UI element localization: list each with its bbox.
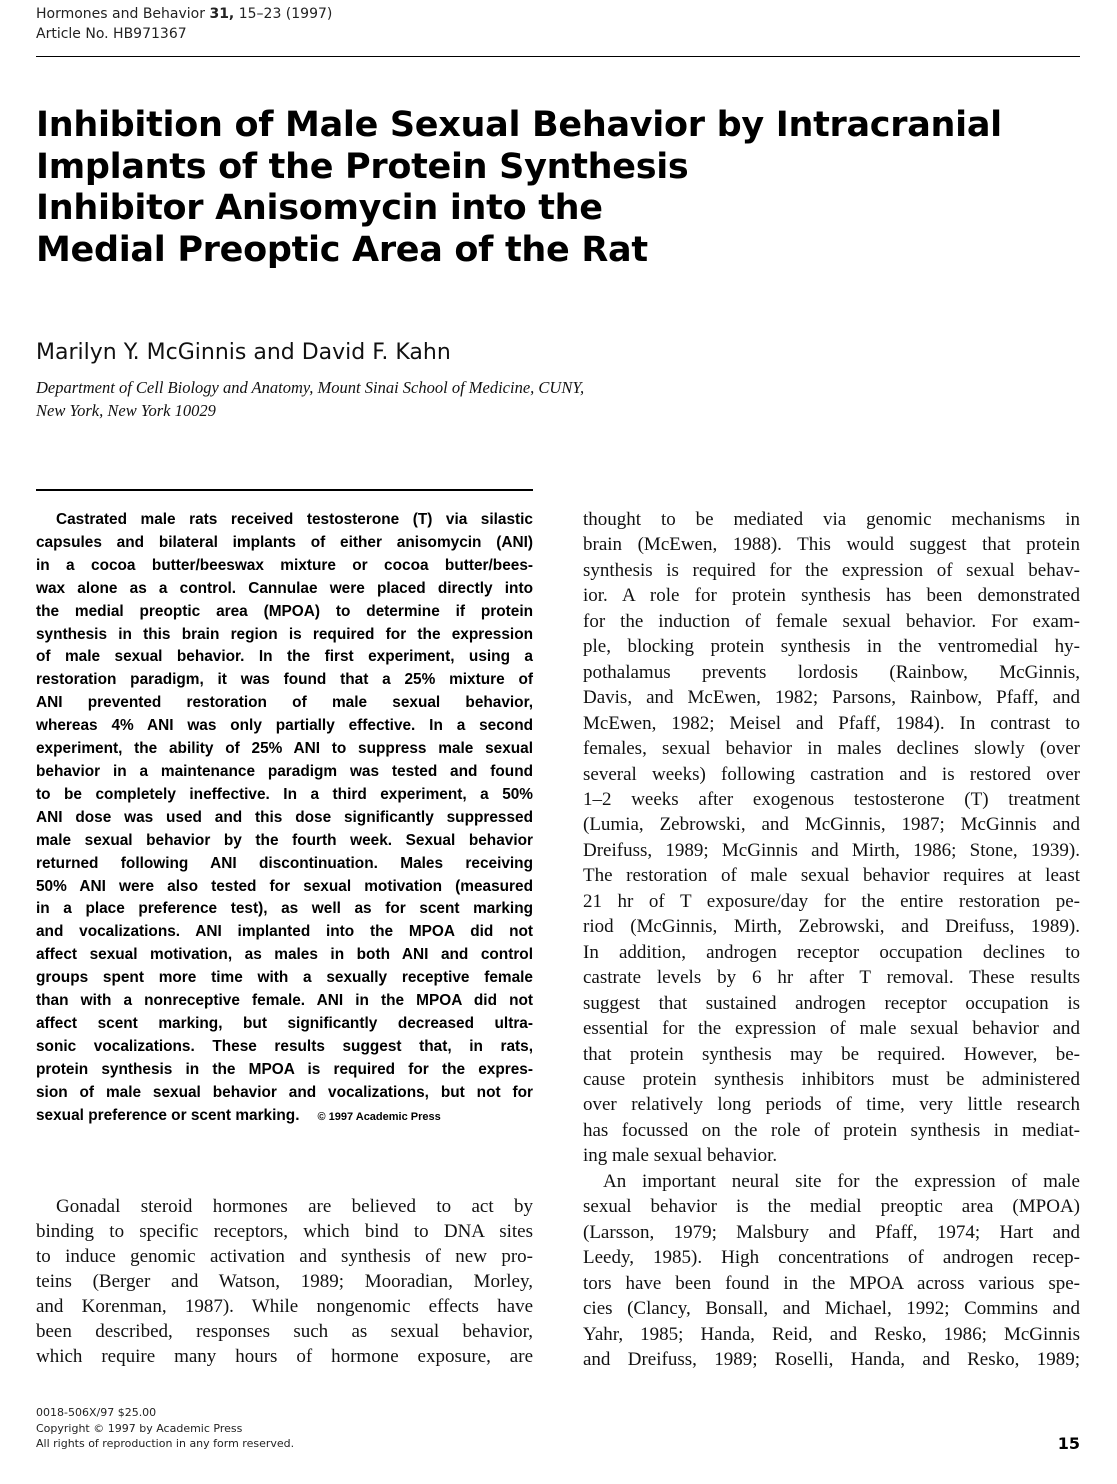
journal-pages: 15–23 (1997) (238, 6, 333, 22)
body-line: In addition, androgen receptor occupation declines to (583, 941, 1080, 963)
abstract-line-text: sexual preference or scent marking. (36, 1106, 300, 1124)
authors: Marilyn Y. McGinnis and David F. Kahn (36, 340, 451, 365)
abstract-line: wax alone as a control. Cannulae were placed directly into (36, 579, 533, 597)
abstract-line: sonic vocalizations. These results suggest that, in rats, (36, 1037, 533, 1055)
title-line: Implants of the Protein Synthesis (36, 146, 689, 187)
journal-header (36, 4, 332, 44)
abstract-line: ANI prevented restoration of male sexual behavior, (36, 694, 533, 712)
abstract-line: returned following ANI discontinuation. Males receiving (36, 854, 533, 872)
body-line: ple, blocking protein synthesis in the ventromedial hy- (583, 636, 1080, 658)
abstract-line: ANI dose was used and this dose significantly suppressed (36, 808, 533, 826)
abstract-line: in a place preference test), as well as for scent marking (36, 900, 533, 918)
issn-price: 0018-506X/97 $25.00 (36, 1406, 157, 1419)
body-line: has focussed on the role of protein synthesis in mediat- (583, 1119, 1080, 1141)
body-line: Davis, and McEwen, 1982; Parsons, Rainbow, Pfaff, and (583, 687, 1080, 709)
abstract-line: male sexual behavior by the fourth week. Sexual behavior (36, 831, 533, 849)
abstract-line: than with a nonreceptive female. ANI in the MPOA did not (36, 992, 533, 1010)
footer-rights: All rights of reproduction in any form reserved. (36, 1437, 295, 1450)
body-line: brain (McEwen, 1988). This would suggest that protein (583, 534, 1080, 556)
abstract-line: to be completely ineffective. In a third experiment, a 50% (36, 785, 533, 803)
footer (36, 1405, 294, 1452)
journal-name: Hormones and Behavior (36, 6, 205, 22)
title-line: Inhibitor Anisomycin into the (36, 188, 603, 228)
page-number: 15 (1057, 1434, 1080, 1453)
body-line: which require many hours of hormone exposure, are (36, 1346, 533, 1367)
abstract-rule (36, 489, 533, 491)
abstract-line: capsules and bilateral implants of either anisomycin (ANI) (36, 533, 533, 551)
body-line: Gonadal steroid hormones are believed to act by (56, 1196, 533, 1217)
abstract-line: experiment, the ability of 25% ANI to suppress male sexual (36, 740, 533, 758)
affiliation (36, 376, 584, 422)
body-line: sexual behavior is the medial preoptic area (MPOA) (583, 1196, 1080, 1218)
article-title (36, 105, 1002, 271)
body-line: to induce genomic activation and synthesis of new pro- (36, 1246, 533, 1267)
abstract-line: synthesis in this brain region is required for the expression (36, 625, 533, 643)
body-line: and Dreifuss, 1989; Roselli, Handa, and Resko, 1989; (583, 1348, 1080, 1370)
body-line: essential for the expression of male sexual behavior and (583, 1018, 1080, 1040)
body-line: tors have been found in the MPOA across various spe- (583, 1272, 1080, 1294)
body-line: 21 hr of T exposure/day for the entire restoration pe- (583, 890, 1080, 912)
abstract-line: groups spent more time with a sexually receptive female (36, 969, 533, 987)
abstract-line: protein synthesis in the MPOA is required for the expres- (36, 1060, 533, 1078)
body-line: 1–2 weeks after exogenous testosterone (T) treatment (583, 788, 1080, 810)
body-line: synthesis is required for the expression of sexual behav- (583, 559, 1080, 581)
abstract-line: and vocalizations. ANI implanted into the MPOA did not (36, 923, 533, 941)
body-right-column (583, 507, 1080, 1372)
abstract-line: affect scent marking, but significantly decreased ultra- (36, 1014, 533, 1032)
journal-volume: 31, (209, 6, 235, 22)
title-line: Inhibition of Male Sexual Behavior by Intracranial (36, 105, 1002, 145)
abstract-line (36, 1105, 533, 1129)
abstract-copyright: © 1997 Academic Press (317, 1110, 441, 1123)
body-line: over relatively long periods of time, very little research (583, 1094, 1080, 1116)
body-line: thought to be mediated via genomic mechanisms in (583, 509, 1080, 530)
abstract (36, 509, 533, 1128)
body-line: ior. A role for protein synthesis has been demonstrated (583, 585, 1080, 607)
abstract-line: behavior in a maintenance paradigm was tested and found (36, 762, 533, 780)
abstract-line: the medial preoptic area (MPOA) to determine if protein (36, 602, 533, 620)
body-line: (Lumia, Zebrowski, and McGinnis, 1987; McGinnis and (583, 814, 1080, 836)
title-line: Medial Preoptic Area of the Rat (36, 229, 648, 270)
abstract-line: in a cocoa butter/beeswax mixture or cocoa butter/bees- (36, 556, 533, 574)
body-line: been described, responses such as sexual behavior, (36, 1321, 533, 1342)
affiliation-line: New York, New York 10029 (36, 401, 216, 420)
body-line: suggest that sustained androgen receptor occupation is (583, 992, 1080, 1014)
header-rule (36, 56, 1080, 57)
affiliation-line: Department of Cell Biology and Anatomy, Mount Sinai School of Medicine, CUNY, (36, 378, 585, 397)
body-line: cies (Clancy, Bonsall, and Michael, 1992; Commins and (583, 1298, 1080, 1320)
abstract-line: restoration paradigm, it was found that a 25% mixture of (36, 671, 533, 689)
body-line: females, sexual behavior in males declines slowly (over (583, 738, 1080, 760)
body-line: ing male sexual behavior. (583, 1145, 778, 1167)
body-line: pothalamus prevents lordosis (Rainbow, McGinnis, (583, 661, 1080, 683)
abstract-line: whereas 4% ANI was only partially effective. In a second (36, 717, 533, 735)
footer-copyright: Copyright © 1997 by Academic Press (36, 1421, 243, 1435)
body-line: (Larsson, 1979; Malsbury and Pfaff, 1974; Hart and (583, 1221, 1080, 1243)
body-line: several weeks) following castration and is restored over (583, 763, 1080, 785)
abstract-line: of male sexual behavior. In the first experiment, using a (36, 648, 533, 666)
body-line: Dreifuss, 1989; McGinnis and Mirth, 1986; Stone, 1939). (583, 839, 1080, 861)
abstract-line: affect sexual motivation, as males in both ANI and control (36, 946, 533, 964)
body-line: and Korenman, 1987). While nongenomic effects have (36, 1296, 533, 1317)
body-line: An important neural site for the expression of male (603, 1170, 1080, 1192)
body-line: teins (Berger and Watson, 1989; Mooradian, Morley, (36, 1271, 533, 1292)
body-line: cause protein synthesis inhibitors must be administered (583, 1068, 1080, 1090)
abstract-line: 50% ANI were also tested for sexual motivation (measured (36, 877, 533, 895)
body-line: for the induction of female sexual behavior. For exam- (583, 610, 1080, 632)
body-line: castrate levels by 6 hr after T removal. These results (583, 967, 1080, 989)
body-line: Yahr, 1985; Handa, Reid, and Resko, 1986; McGinnis (583, 1323, 1080, 1345)
abstract-line: sion of male sexual behavior and vocalizations, but not for (36, 1083, 533, 1101)
body-line: Leedy, 1985). High concentrations of androgen recep- (583, 1247, 1080, 1269)
body-left-column (36, 1194, 533, 1369)
body-line: that protein synthesis may be required. However, be- (583, 1043, 1080, 1065)
article-number: Article No. HB971367 (36, 26, 187, 42)
body-line: McEwen, 1982; Meisel and Pfaff, 1984). In contrast to (583, 712, 1080, 734)
abstract-line: Castrated male rats received testosterone (T) via silastic (56, 511, 533, 528)
body-line: riod (McGinnis, Mirth, Zebrowski, and Dreifuss, 1989). (583, 916, 1080, 938)
body-line: binding to specific receptors, which bind to DNA sites (36, 1221, 533, 1242)
body-line: The restoration of male sexual behavior requires at least (583, 865, 1080, 887)
